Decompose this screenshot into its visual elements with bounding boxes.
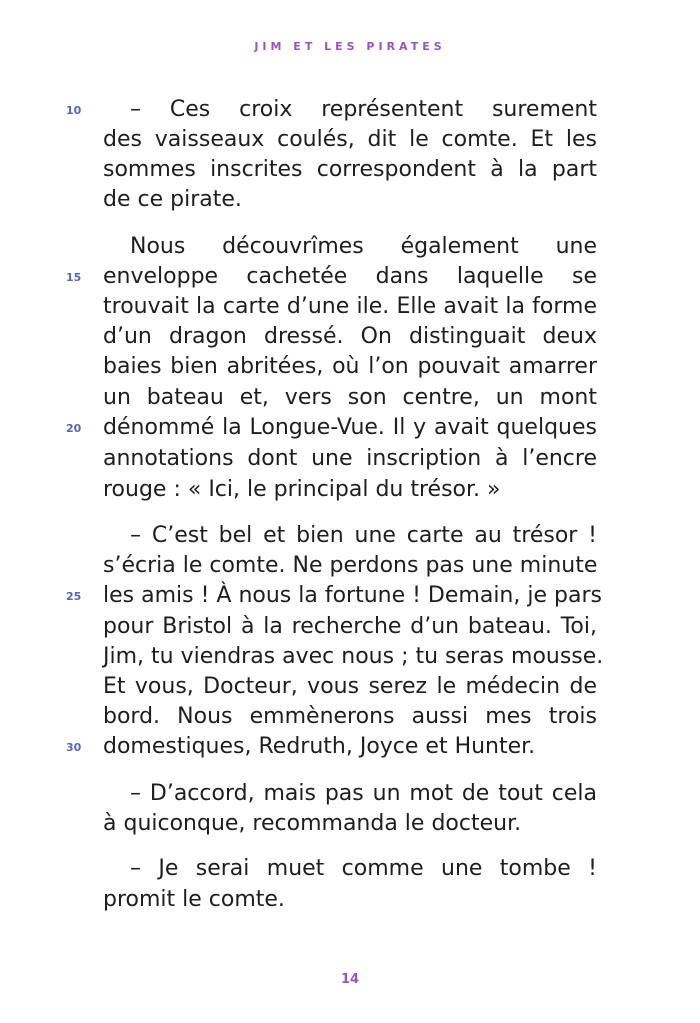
text-line: promit le comte. (103, 887, 285, 912)
line-number: 20 (66, 422, 82, 435)
text-line: rouge : « Ici, le principal du trésor. » (103, 477, 501, 502)
text-line: un bateau et, vers son centre, un mont (103, 385, 597, 410)
text-line: les amis ! À nous la fortune ! Demain, je pars (103, 583, 602, 608)
running-title: JIM ET LES PIRATES (254, 40, 446, 53)
text-line: baies bien abritées, où l’on pouvait amarrer (103, 354, 597, 379)
text-line: domestiques, Redruth, Joyce et Hunter. (103, 734, 536, 759)
text-line: bord. Nous emmènerons aussi mes trois (103, 704, 597, 729)
text-line: annotations dont une inscription à l’encre (103, 446, 597, 471)
text-line: s’écria le comte. Ne perdons pas une minute (103, 553, 598, 578)
text-line: – Je serai muet comme une tombe ! (130, 856, 597, 881)
text-line: sommes inscrites correspondent à la part (103, 157, 597, 182)
text-line: Nous découvrîmes également une (130, 234, 597, 259)
line-number: 30 (66, 741, 82, 754)
line-number: 25 (66, 590, 82, 603)
text-line: de ce pirate. (103, 187, 242, 212)
text-line: Et vous, Docteur, vous serez le médecin de (103, 674, 597, 699)
text-line: à quiconque, recommanda le docteur. (103, 811, 522, 836)
page-number: 14 (340, 972, 360, 987)
text-line: d’un dragon dressé. On distinguait deux (103, 324, 597, 349)
text-line: Jim, tu viendras avec nous ; tu seras mousse. (103, 644, 604, 669)
text-line: enveloppe cachetée dans laquelle se (103, 264, 597, 289)
line-number: 10 (66, 104, 82, 117)
text-line: – Ces croix représentent surement (130, 97, 597, 122)
text-line: pour Bristol à la recherche d’un bateau. Toi, (103, 614, 597, 639)
text-line: – D’accord, mais pas un mot de tout cela (130, 781, 597, 806)
text-line: – C’est bel et bien une carte au trésor ! (130, 523, 597, 548)
line-number: 15 (66, 271, 82, 284)
text-line: dénommé la Longue-Vue. Il y avait quelques (103, 415, 597, 440)
text-line: des vaisseaux coulés, dit le comte. Et les (103, 127, 597, 152)
text-line: trouvait la carte d’une ile. Elle avait la forme (103, 294, 597, 319)
